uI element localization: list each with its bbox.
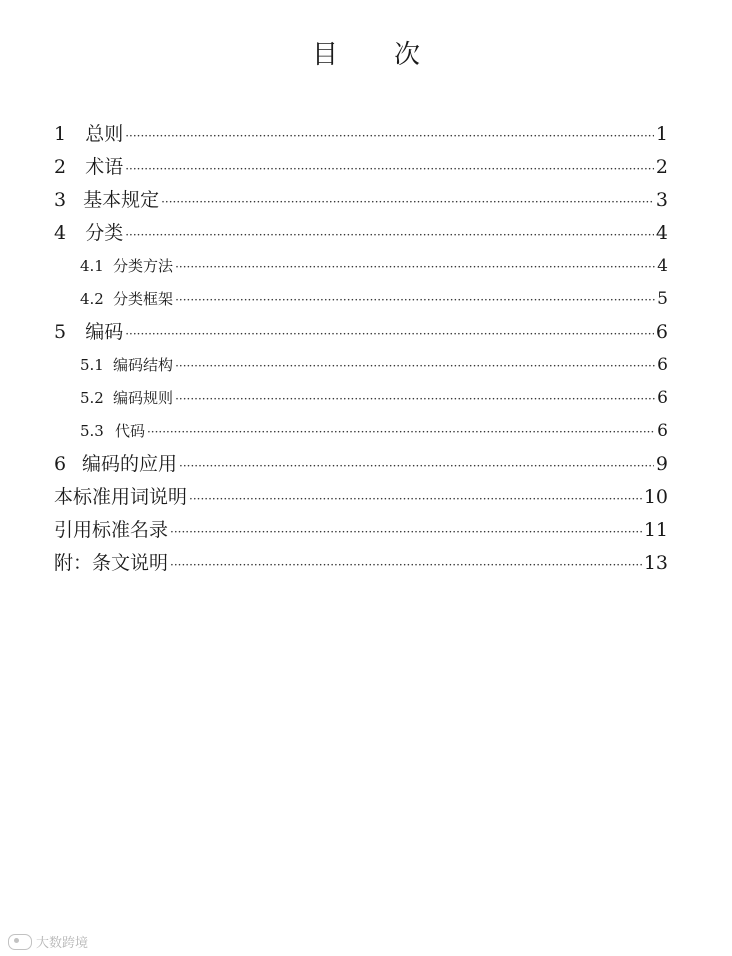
dot-leader: [175, 284, 655, 317]
title-char-left: 目: [311, 40, 338, 70]
toc-entry-number: 5: [54, 321, 67, 343]
title-char-right: 次: [394, 40, 421, 70]
toc-entry-label: 编码结构: [113, 356, 174, 374]
toc-subentry[interactable]: [54, 250, 668, 283]
toc-entry-label: 术语: [85, 156, 124, 178]
dot-leader: [175, 383, 655, 416]
toc-entry-label: 编码的应用: [82, 453, 178, 475]
watermark: [8, 932, 88, 951]
toc-entry-number: 6: [54, 453, 67, 475]
dot-leader: [175, 350, 655, 383]
toc-entry[interactable]: [54, 316, 668, 349]
toc-entry-page: 9: [655, 453, 668, 475]
dot-leader: [125, 153, 654, 186]
toc-entry-number: 2: [54, 156, 67, 178]
dot-leader: [170, 549, 642, 582]
toc-entry-page: 2: [655, 156, 668, 178]
dot-leader: [147, 416, 655, 449]
dot-leader: [179, 450, 654, 483]
toc-entry[interactable]: [54, 481, 668, 514]
page-title: [0, 34, 732, 71]
table-of-contents: [54, 118, 668, 580]
toc-entry-page: 5: [657, 289, 668, 309]
toc-entry[interactable]: [54, 448, 668, 481]
toc-entry-label: 总则: [85, 123, 124, 145]
toc-entry-page: 4: [655, 222, 668, 244]
toc-entry-number: 5.3: [80, 422, 104, 440]
toc-entry-number: 4.1: [80, 257, 104, 275]
toc-subentry[interactable]: [54, 283, 668, 316]
toc-entry-label: 分类方法: [113, 257, 174, 275]
dot-leader: [170, 516, 642, 549]
toc-subentry[interactable]: [54, 415, 668, 448]
watermark-logo-icon: [8, 934, 32, 950]
toc-entry-number: 3: [54, 189, 67, 211]
toc-entry-label: 编码: [85, 321, 124, 343]
toc-entry-label: 编码规则: [113, 389, 174, 407]
toc-entry[interactable]: [54, 514, 668, 547]
toc-entry-label: 分类: [85, 222, 124, 244]
toc-entry-number: 5.1: [80, 356, 104, 374]
dot-leader: [125, 318, 654, 351]
toc-entry-page: 13: [643, 552, 668, 574]
toc-entry[interactable]: [54, 151, 668, 184]
toc-entry-page: 6: [655, 321, 668, 343]
toc-entry-page: 4: [657, 256, 668, 276]
toc-entry-page: 11: [643, 519, 668, 541]
toc-entry-page: 6: [657, 421, 668, 441]
toc-entry[interactable]: [54, 118, 668, 151]
toc-entry-page: 6: [657, 388, 668, 408]
toc-entry-label: 引用标准名录: [54, 519, 169, 541]
toc-entry-label: 分类框架: [113, 290, 174, 308]
toc-entry[interactable]: [54, 547, 668, 580]
toc-entry-number: 1: [54, 123, 67, 145]
toc-entry-label: 本标准用词说明: [54, 486, 188, 508]
watermark-text: 大数跨境: [36, 936, 89, 951]
toc-entry-page: 1: [655, 123, 668, 145]
toc-entry-number: 4.2: [80, 290, 104, 308]
toc-entry-page: 3: [655, 189, 668, 211]
toc-entry-page: 10: [643, 486, 668, 508]
toc-entry-label: 基本规定: [83, 189, 160, 211]
dot-leader: [175, 251, 655, 284]
toc-entry[interactable]: [54, 184, 668, 217]
dot-leader: [125, 120, 654, 153]
dot-leader: [125, 219, 654, 252]
dot-leader: [161, 186, 654, 219]
toc-entry-number: 4: [54, 222, 67, 244]
toc-entry[interactable]: [54, 217, 668, 250]
toc-entry-number: 5.2: [80, 389, 104, 407]
toc-entry-label: 代码: [114, 422, 145, 440]
dot-leader: [189, 483, 642, 516]
toc-entry-label: 附：条文说明: [54, 552, 169, 574]
toc-subentry[interactable]: [54, 382, 668, 415]
toc-subentry[interactable]: [54, 349, 668, 382]
toc-entry-page: 6: [657, 355, 668, 375]
